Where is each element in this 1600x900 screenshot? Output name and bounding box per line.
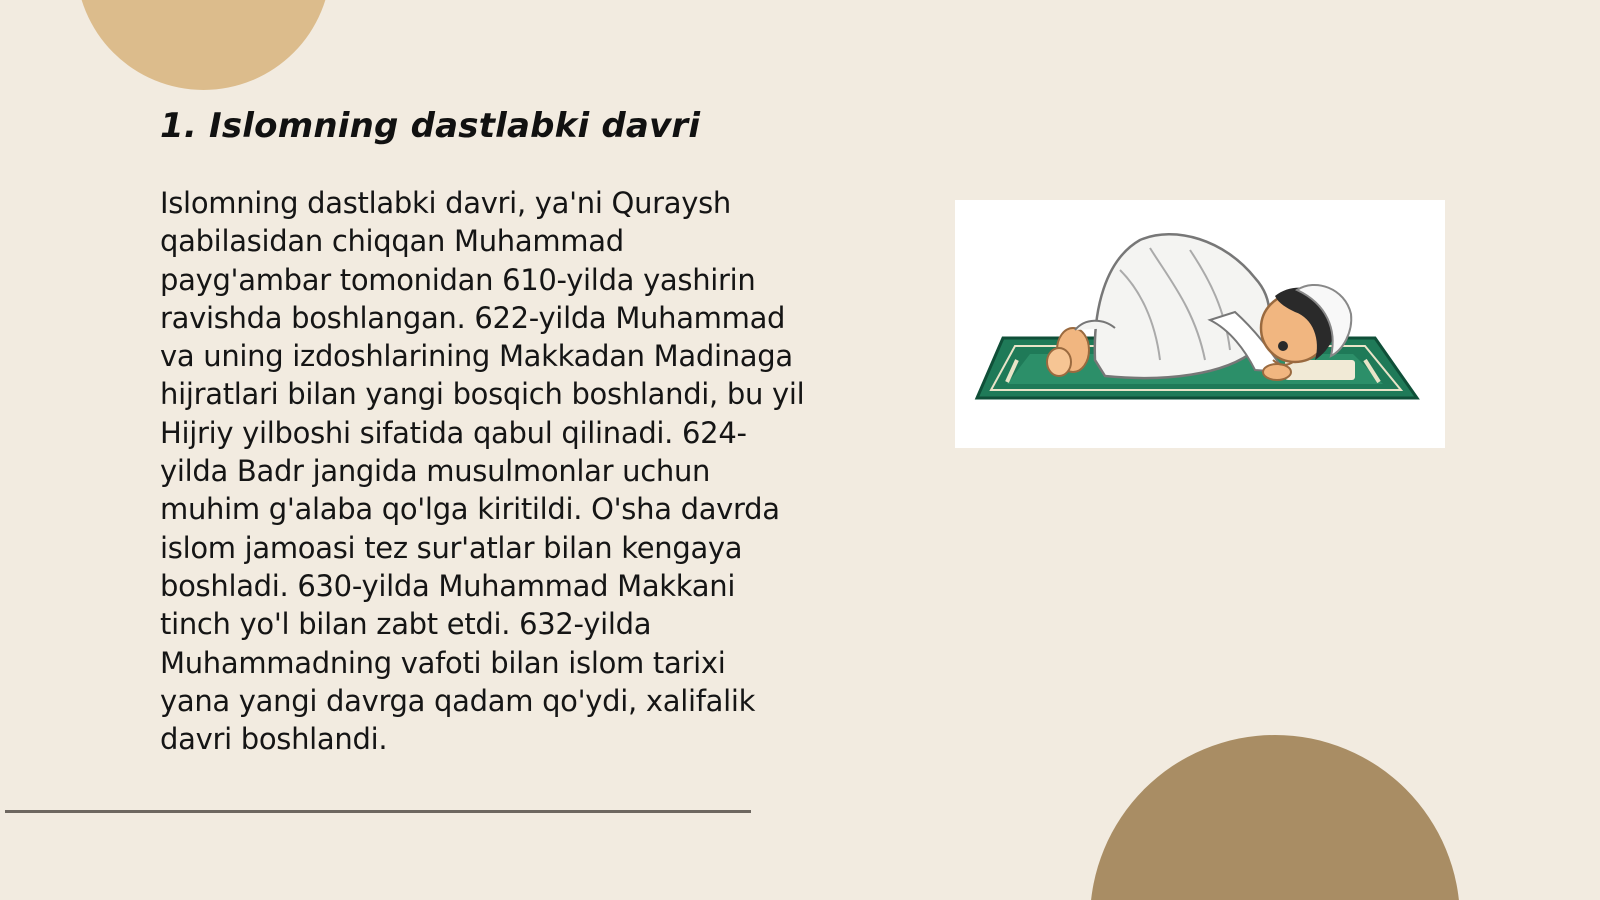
slide-body-text: Islomning dastlabki davri, ya'ni Quraysh qabilasidan chiqqan Muhammad payg'ambar tomonidan 610-yilda yashirin ravishda boshlangan. 622-yilda Muhammad va uning izdoshlarining Makkadan Madinaga hijratlari bilan yangi bosqich boshlandi, bu yil Hijriy yilboshi sifatida qabul qilinadi. 624- yilda Badr jangida musulmonlar uchun muhim g'alaba qo'lga kiritildi. O'sha davrda islom jamoasi tez sur'atlar bilan kengaya boshladi. 630-yilda Muhammad Makkani tinch yo'l bilan zabt etdi. 632-yilda Muhammadning vafoti bilan islom tarixi yana yangi davrga qadam qo'ydi, xalifalik davri boshlandi. (160, 186, 805, 757)
feet-icon (1047, 328, 1089, 376)
decorative-circle-bottom (1090, 735, 1460, 900)
divider-line (5, 810, 751, 813)
slide-title: 1. Islomning dastlabki davri (160, 106, 701, 146)
praying-person-illustration (955, 200, 1445, 448)
decorative-circle-top (76, 0, 331, 90)
robe-icon (1075, 234, 1269, 378)
